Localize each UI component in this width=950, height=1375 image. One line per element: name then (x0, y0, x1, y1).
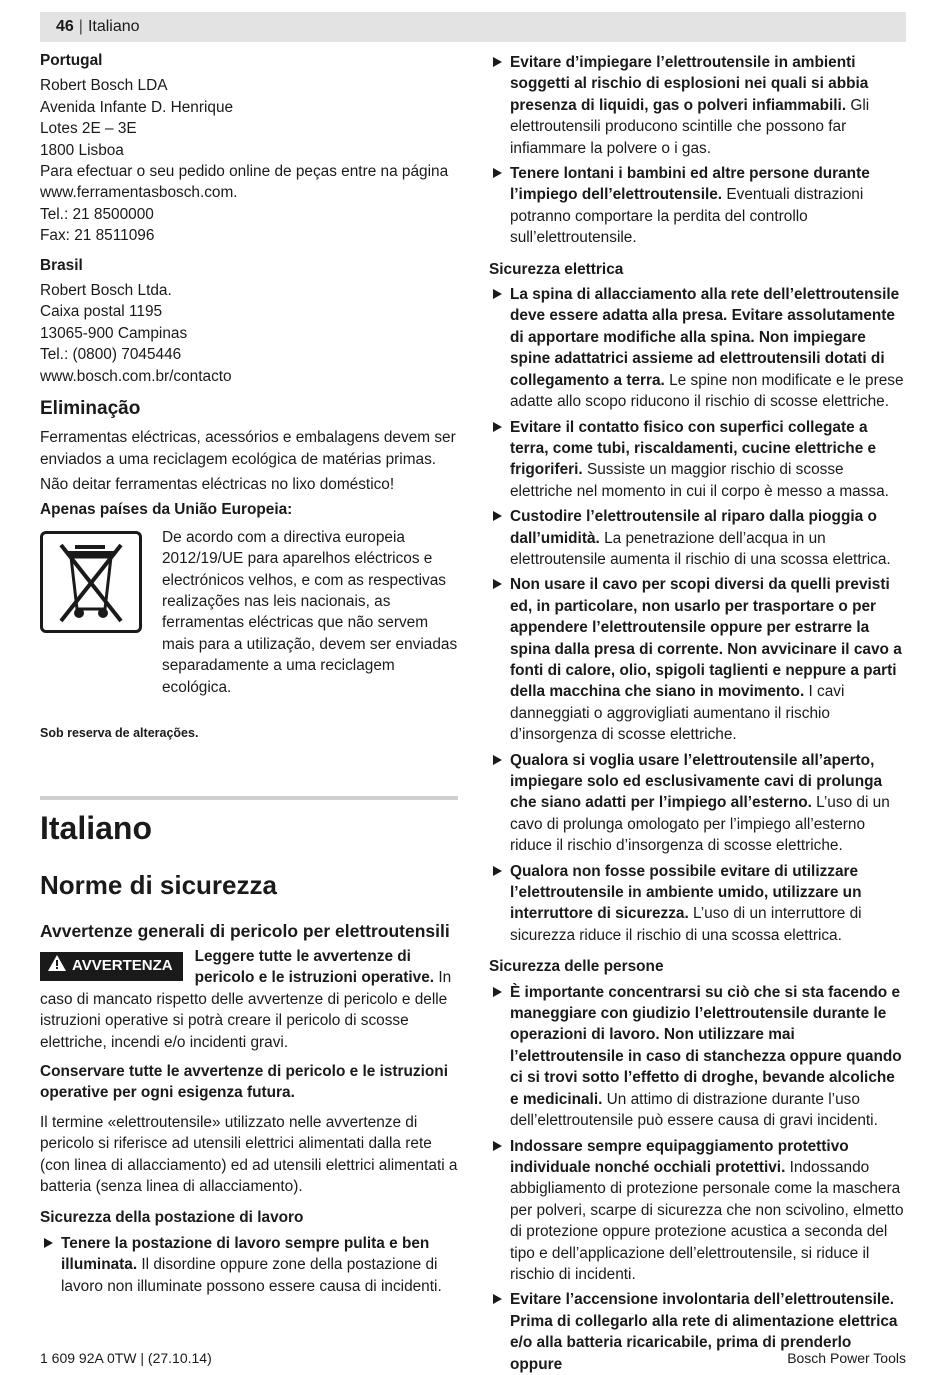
address-line: Tel.: (0800) 7045446 (40, 346, 182, 364)
bullet-text: L’uso di un interruttore di sicurezza riduce il rischio di una scossa elettrica. (510, 905, 862, 944)
bullet-arrow-icon (493, 987, 502, 997)
address-line: Robert Bosch Ltda. (40, 282, 172, 300)
bullet-bold: Evitare l’accensione involontaria dell’elettroutensile. Prima di collegarlo alla rete di alimentazione elettrica e/o alla batteria ricaricabile, prima di prenderlo oppure (510, 1291, 898, 1373)
avvertenze-title: Avvertenze generali di pericolo per elettroutensili (40, 920, 450, 941)
bullet-arrow-icon (493, 1294, 502, 1304)
bullet-text: Il disordine oppure zone della postazione di lavoro non illuminate possono essere causa di incidenti. (61, 1256, 442, 1295)
bullet-arrow-icon (493, 168, 502, 178)
address-line: www.bosch.com.br/contacto (40, 367, 232, 385)
right-column (489, 50, 907, 1375)
workplace-heading: Sicurezza della postazione di lavoro (40, 1209, 304, 1227)
bullet-text: Eventuali distrazioni potranno comportare la perdita del controllo sull’elettroutensile. (510, 186, 864, 247)
bullet-text: L’uso di un cavo di prolunga omologato per l’impiego all’esterno riduce il rischio d’insorgenza di scosse elettriche. (510, 794, 890, 855)
bullet-text: Un attimo di distrazione durante l’uso dell’elettroutensile può essere causa di gravi incidenti. (510, 1090, 878, 1130)
bullet-bold: Qualora si voglia usare l’elettroutensile all’aperto, impiegare solo ed esclusivamente cavi di prolunga che siano adatti per l’impiego all’esterno. (510, 751, 883, 812)
header-separator: | (78, 18, 83, 35)
brasil-heading: Brasil (40, 256, 83, 274)
address-line: www.ferramentasbosch.com. (40, 184, 238, 202)
bullet-arrow-icon (493, 1141, 502, 1151)
page-number: 46 (56, 18, 74, 35)
warning-text: In caso di mancato rispetto delle avvertenze di pericolo e delle istruzioni operative si potrà creare il pericolo di scosse elettriche, incendi e/o incidenti gravi. (40, 969, 452, 1051)
bullet-arrow-icon (44, 1238, 53, 1248)
bullet-text: La penetrazione dell’acqua in un elettroutensile aumenta il rischio di una scossa elettrica. (510, 529, 891, 568)
bullet-text: Gli elettroutensili producono scintille che possono far infiammare la polvere o i gas. (510, 96, 870, 157)
bullet-text: Indossando abbigliamento di protezione personale come la maschera per polveri, scarpe di sicurezza che non scivolino, elmetto di protezione oppure protezione acustica a seconda del tipo e dell’applicazione dell’elettroutensile, si riduce il rischio di incidenti. (510, 1158, 904, 1283)
list-item (489, 1136, 907, 1286)
list-item (489, 982, 907, 1132)
portugal-heading: Portugal (40, 52, 103, 69)
bullet-bold: Evitare d’impiegare l’elettroutensile in ambienti soggetti al rischio di esplosioni nei quali si abbia presenza di liquidi, gas o polveri infiammabili. (510, 54, 869, 114)
bullet-bold: Evitare il contatto fisico con superfici collegate a terra, come tubi, riscaldamenti, cucine elettriche e frigoriferi. (510, 418, 877, 479)
bullet-arrow-icon (493, 422, 502, 432)
portugal-address (40, 75, 458, 246)
bullet-arrow-icon (493, 289, 502, 299)
bullet-bold: Tenere lontani i bambini ed altre persone durante l’impiego dell’elettroutensile. (510, 165, 870, 204)
list-item (489, 506, 907, 570)
persons-heading: Sicurezza delle persone (489, 958, 664, 976)
term-definition: Il termine «elettroutensile» utilizzato nelle avvertenze di pericolo si riferisce ad utensili elettrici alimentati dalla rete (con linea di allacciamento) ed ad utensili elettrici alimentati a batteria (senza linea di allacciamento). (40, 1113, 458, 1196)
address-line: Avenida Infante D. Henrique (40, 98, 234, 116)
bullet-arrow-icon (493, 57, 502, 67)
bullet-bold: Tenere la postazione di lavoro sempre pulita e ben illuminata. (61, 1234, 430, 1274)
keep-instructions: Conservare tutte le avvertenze di pericolo e le istruzioni operative per ogni esigenza futura. (40, 1063, 448, 1102)
address-line: Caixa postal 1195 (40, 303, 163, 321)
recycling-notice (40, 527, 458, 698)
bullet-text: Sussiste un maggior rischio di scosse elettriche nel momento in cui il corpo è messo a massa. (510, 461, 889, 500)
weee-text: De acordo com a directiva europeia 2012/19/UE para aparelhos eléctricos e electrónicos velhos, e com as respectivas realizações nas leis nacionais, as ferramentas eléctricas que não servem mais para a utilização, devem ser enviadas separadamente a uma reciclagem ecológica. (162, 528, 458, 696)
italiano-title: Italiano (40, 809, 153, 846)
eu-heading: Apenas países da União Europeia: (40, 501, 293, 519)
address-line: Para efectuar o seu pedido online de peças entre na página (40, 163, 449, 181)
eliminacao-heading: Eliminação (40, 398, 141, 420)
bullet-text: Le spine non modificate e le prese adatte allo scopo riducono il rischio di scosse elettriche. (510, 371, 904, 411)
crossed-out-wheelie-bin-icon (40, 531, 142, 633)
bullet-bold: Non usare il cavo per scopi diversi da quelli previsti ed, in particolare, non usarlo per trasportare o per appendere l’elettroutensile oppure per estrarre la spina dalla presa di corrente. Non avvicinare il cavo a fonti di calore, olio, spigoli taglienti e neppure a parti della macchina che siano in movimento. (510, 576, 902, 701)
footer-document-number: 1 609 92A 0TW | (27.10.14) (40, 1350, 212, 1366)
address-line: Tel.: 21 8500000 (40, 205, 154, 223)
norme-title: Norme di sicurezza (40, 869, 277, 900)
address-line: Lotes 2E – 3E (40, 120, 137, 138)
footer-brand: Bosch Power Tools (787, 1350, 906, 1366)
bullet-bold: La spina di allacciamento alla rete dell’elettroutensile deve essere adatta alla presa. Evitare assolutamente di apportare modifiche alla spina. Non impiegare spine adattatrici assieme ad elettroutensili dotati di collegamento a terra. (510, 286, 900, 389)
section-divider (40, 796, 458, 800)
warning-block (40, 946, 458, 1053)
left-column (40, 50, 458, 1297)
bullet-text: I cavi danneggiati o aggrovigliati aumentano il rischio d’insorgenza di scosse elettriche. (510, 683, 845, 744)
bullet-bold: Qualora non fosse possibile evitare di utilizzare l’elettroutensile in ambiente umido, utilizzare un interruttore di sicurezza. (510, 862, 862, 923)
list-item (489, 861, 907, 947)
address-line: Fax: 21 8511096 (40, 227, 155, 245)
warning-badge-label: AVVERTENZA (72, 957, 173, 975)
bullet-bold: È importante concentrarsi su ciò che si sta facendo e maneggiare con giudizio l’elettroutensile durante le operazioni di lavoro. Non utilizzare mai l’elettroutensile in caso di stanchezza oppure quando ci si trovi sotto l’effetto di droghe, bevande alcoliche e medicinali. (510, 983, 902, 1108)
list-item (40, 1233, 458, 1297)
bullet-arrow-icon (493, 511, 502, 521)
list-item (489, 163, 907, 249)
bullet-bold: Indossare sempre equipaggiamento protettivo individuale nonché occhiali protettivi. (510, 1137, 849, 1176)
eliminacao-paragraph: Ferramentas eléctricas, acessórios e embalagens devem ser enviados a uma reciclagem ecológica de matérias primas. (40, 429, 456, 468)
bullet-arrow-icon (493, 755, 502, 765)
brasil-address (40, 280, 458, 387)
list-item (489, 52, 907, 159)
list-item (489, 417, 907, 503)
address-line: 1800 Lisboa (40, 141, 124, 159)
warning-badge (40, 952, 183, 981)
header-language: Italiano (87, 18, 140, 35)
eliminacao-paragraph: Não deitar ferramentas eléctricas no lixo doméstico! (40, 475, 395, 493)
address-line: Robert Bosch LDA (40, 77, 168, 95)
bullet-bold: Custodire l’elettroutensile al riparo dalla pioggia o dall’umidità. (510, 508, 877, 547)
list-item (489, 750, 907, 857)
warning-bold: Leggere tutte le avvertenze di pericolo e le istruzioni operative. (194, 947, 435, 987)
bullet-arrow-icon (493, 866, 502, 876)
address-line: 13065-900 Campinas (40, 324, 188, 342)
bullet-arrow-icon (493, 579, 502, 589)
reserve-note: Sob reserva de alterações. (40, 725, 199, 740)
warning-triangle-icon (48, 955, 66, 978)
list-item (489, 574, 907, 745)
list-item (489, 284, 907, 412)
electric-heading: Sicurezza elettrica (489, 260, 624, 278)
page-header (40, 12, 906, 42)
